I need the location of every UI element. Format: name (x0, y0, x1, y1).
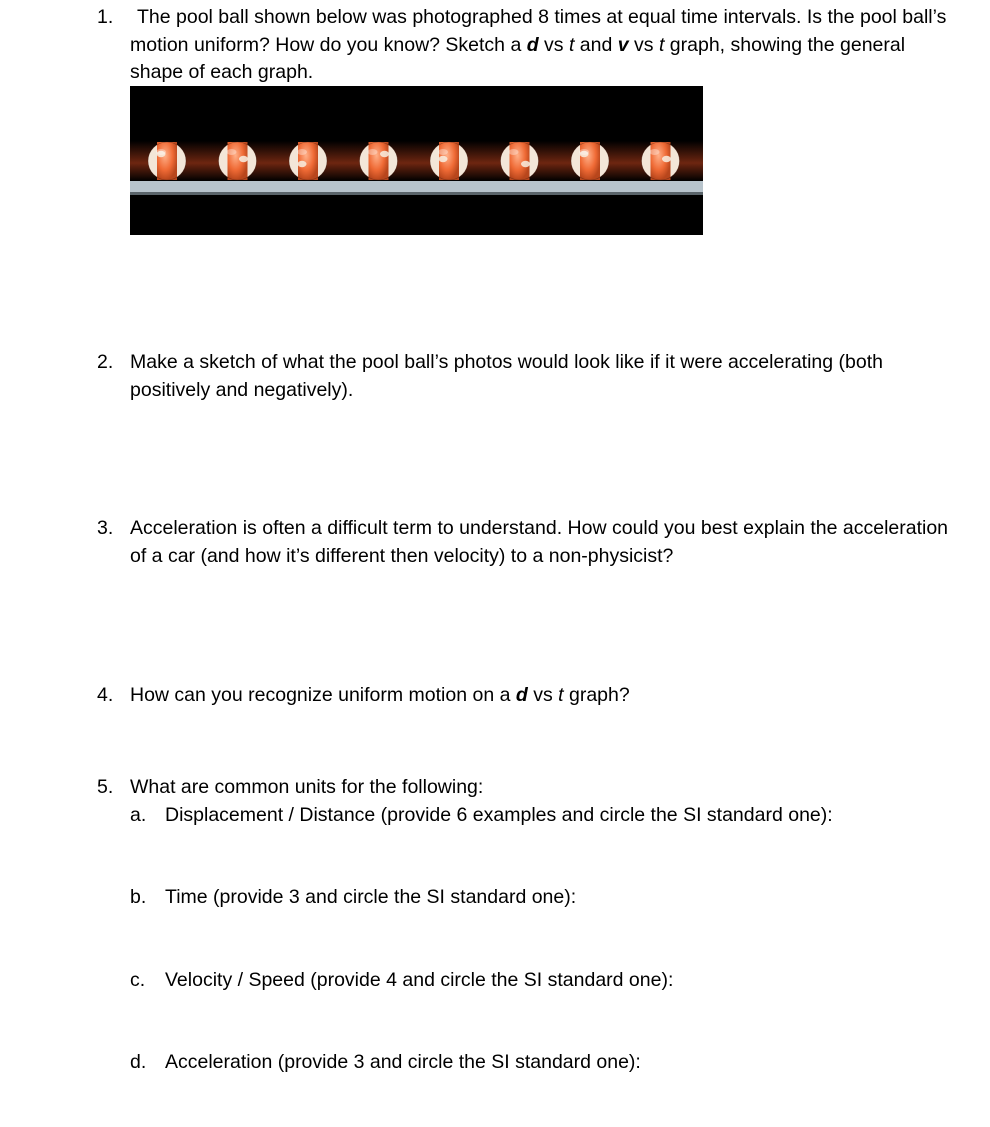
pool-ball (148, 142, 186, 180)
question-text-run: vs (628, 33, 659, 56)
subitem-a (130, 802, 950, 830)
pool-ball (360, 142, 398, 180)
pool-ball (571, 142, 609, 180)
question-text-run: graph? (563, 684, 630, 706)
question-text (130, 682, 950, 710)
subitem-b (130, 884, 950, 912)
ball-highlight (297, 149, 307, 155)
subitem-letter: d. (130, 1051, 147, 1073)
subitem-text: Displacement / Distance (provide 6 examples and circle the SI standard one): (165, 804, 833, 826)
pool-ball-strobe-photo (130, 86, 703, 235)
question-number: 2. (97, 351, 114, 373)
table-rail (130, 181, 703, 192)
question-text-run: and (574, 33, 618, 56)
pool-ball (430, 142, 468, 180)
ball-highlight (227, 149, 237, 155)
question-text-run: d (515, 684, 528, 706)
ball-number-spot (662, 156, 671, 162)
subitem-text: Acceleration (provide 3 and circle the SI standard one): (165, 1051, 641, 1073)
pool-ball-image (130, 86, 703, 235)
question-text-run: vs (527, 684, 559, 706)
subitem-text: Velocity / Speed (provide 4 and circle the SI standard one): (165, 969, 674, 991)
question-number: 1. (97, 6, 114, 28)
ball-stripe (580, 142, 600, 180)
question-text (130, 774, 950, 802)
subitem-text: Time (provide 3 and circle the SI standard one): (165, 886, 577, 908)
question-2 (97, 349, 950, 404)
pool-ball (219, 142, 257, 180)
table-glow (130, 141, 703, 181)
question-text-run: The pool ball shown below was photographed 8 times at equal time intervals. Is the pool ball’s motion uniform? How do you know? Sketch a (130, 6, 947, 56)
question-text-run: graph, showing the general shape of each graph. (130, 33, 906, 83)
ball-highlight (650, 149, 660, 155)
ball-highlight (368, 149, 378, 155)
ball-highlight (579, 149, 589, 155)
subitem-letter: a. (130, 804, 147, 826)
subitem-letter: c. (130, 969, 146, 991)
ball-number-spot (439, 156, 448, 162)
question-text-run: Acceleration is often a difficult term to understand. How could you best explain the acceleration of a car (and how it’s different then velocity) to a non-physicist? (130, 517, 949, 567)
ball-number-spot (380, 151, 389, 157)
table-rail-shadow (130, 192, 703, 195)
ball-highlight (509, 149, 519, 155)
ball-stripe (157, 142, 177, 180)
question-text-run: t (558, 684, 564, 706)
question-5 (97, 774, 950, 802)
pool-ball (289, 142, 327, 180)
ball-number-spot (298, 161, 307, 167)
question-3 (97, 515, 950, 570)
ball-highlight (438, 149, 448, 155)
question-text-run: vs (538, 33, 569, 56)
ball-stripe (369, 142, 389, 180)
question-1 (97, 4, 950, 87)
ball-number-spot (239, 156, 248, 162)
question-number: 4. (97, 684, 114, 706)
question-text-run: How can you recognize uniform motion on a (130, 684, 516, 706)
question-number: 3. (97, 517, 114, 539)
question-text-run: What are common units for the following: (130, 776, 484, 798)
question-text-run: v (617, 33, 629, 56)
ball-highlight (156, 149, 166, 155)
question-text-run: t (658, 33, 665, 56)
subitem-d (130, 1049, 950, 1077)
pool-ball (501, 142, 539, 180)
question-text-run: t (568, 33, 575, 56)
question-4 (97, 682, 950, 710)
pool-ball (642, 142, 680, 180)
question-text (130, 515, 950, 570)
subitem-letter: b. (130, 886, 147, 908)
ball-number-spot (521, 161, 530, 167)
question-text (130, 4, 950, 87)
question-text-run: d (526, 33, 539, 56)
question-number: 5. (97, 776, 114, 798)
subitem-c (130, 967, 950, 995)
question-text-run: Make a sketch of what the pool ball’s photos would look like if it were accelerating (both positively and negatively). (130, 351, 883, 401)
question-text (130, 349, 950, 404)
